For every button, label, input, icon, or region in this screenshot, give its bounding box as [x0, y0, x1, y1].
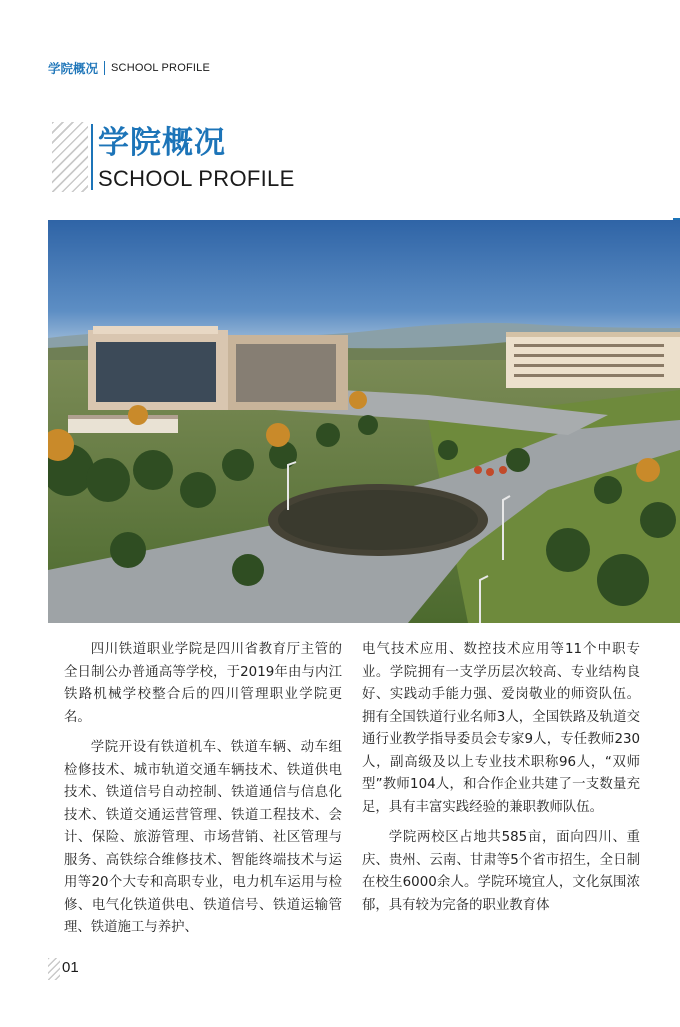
body-paragraph-continued: 电气技术应用、数控技术应用等11个中职专业。学院拥有一支学历层次较高、专业结构良好、实践动手能力强、爱岗敬业的师资队伍。拥有全国铁道行业名师3人，全国铁路及轨道交通行业教学指导委员会专家9人，专任教师230人，副高级及以上专业技术职称96人，“双师型”教师104人，和合作企业共建了一支数量充足，具有丰富实践经验的兼职教师队伍。: [362, 642, 640, 815]
body-paragraph: 四川铁道职业学院是四川省教育厅主管的全日制公办普通高等学校，于2019年由与内江铁路机械学校整合后的四川管理职业学院更名。: [64, 642, 342, 725]
title-hatch-decoration: [52, 122, 88, 192]
body-paragraph: 学院开设有铁道机车、铁道车辆、动车组检修技术、城市轨道交通车辆技术、铁道供电技术、铁道信号自动控制、铁道通信与信息化技术、铁道交通运营管理、铁道工程技术、会计、保险、旅游管理、市场营销、社区管理与服务、高铁综合维修技术、智能终端技术与运用等20个大专和高职专业，电力机车运用与检修、电气化铁道供电、铁道信号、铁道运输管理、铁道施工与养护、: [64, 740, 342, 935]
body-paragraph: 学院两校区占地共585亩，面向四川、重庆、贵州、云南、甘肃等5个省市招生，全日制在校生6000余人。学院环境宜人，文化氛围浓郁，具有较为完备的职业教育体: [362, 830, 640, 913]
body-column-left: [64, 639, 342, 948]
campus-aerial-photo: [48, 220, 680, 623]
page-title-en: SCHOOL PROFILE: [98, 166, 295, 191]
body-column-right: [362, 639, 640, 925]
title-accent-bar: [91, 124, 93, 190]
header-divider: [104, 61, 105, 75]
page-number: 01: [62, 959, 79, 976]
footer-hatch-decoration: [48, 958, 60, 980]
header-section-cn: 学院概况: [48, 61, 99, 76]
header-section-en: SCHOOL PROFILE: [111, 62, 210, 74]
running-header: [48, 59, 210, 77]
page-title-cn: 学院概况: [98, 125, 226, 161]
